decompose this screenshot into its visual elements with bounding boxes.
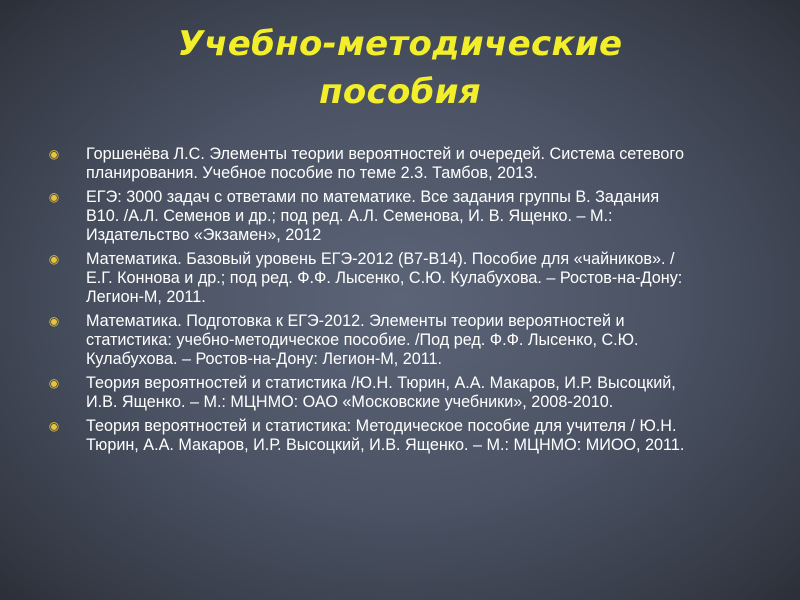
circled-dot-icon: ◉ bbox=[48, 252, 60, 266]
list-item bbox=[46, 250, 696, 307]
circled-dot-icon: ◉ bbox=[48, 376, 60, 390]
list-item-text: Теория вероятностей и статистика /Ю.Н. Тюрин, А.А. Макаров, И.Р. Высоцкий, И.В. Ященко. – М.: МЦНМО: ОАО «Московские учебники», 2008-2010. bbox=[86, 374, 676, 411]
circled-dot-icon: ◉ bbox=[48, 419, 60, 433]
list-item bbox=[46, 188, 696, 245]
list-item-text: Горшенёва Л.С. Элементы теории вероятностей и очередей. Система сетевого планирования. Учебное пособие по теме 2.3. Тамбов, 2013. bbox=[86, 145, 684, 182]
list-item-text: Теория вероятностей и статистика: Методическое пособие для учителя / Ю.Н. Тюрин, А.А. Макаров, И.Р. Высоцкий, И.В. Ященко. – М.: МЦНМО: МИОО, 2011. bbox=[86, 417, 685, 454]
circled-dot-icon: ◉ bbox=[48, 190, 60, 204]
reference-list bbox=[46, 145, 696, 460]
list-item-text: ЕГЭ: 3000 задач с ответами по математике. Все задания группы В. Задания В10. /А.Л. Семенов и др.; под ред. А.Л. Семенова, И. В. Ященко. – М.: Издательство «Экзамен», 2012 bbox=[86, 188, 660, 244]
list-item bbox=[46, 312, 696, 369]
slide-title bbox=[60, 20, 740, 116]
list-item bbox=[46, 417, 696, 455]
circled-dot-icon: ◉ bbox=[48, 314, 60, 328]
list-item-text: Математика. Базовый уровень ЕГЭ-2012 (В7-В14). Пособие для «чайников». / Е.Г. Коннова и др.; под ред. Ф.Ф. Лысенко, С.Ю. Кулабухова. – Ростов-на-Дону: Легион-М, 2011. bbox=[86, 250, 683, 306]
list-item-text: Математика. Подготовка к ЕГЭ-2012. Элементы теории вероятностей и статистика: учебно-методическое пособие. /Под ред. Ф.Ф. Лысенко, С.Ю. Кулабухова. – Ростов-на-Дону: Легион-М, 2011. bbox=[86, 312, 639, 368]
slide-title-line-1: Учебно-методические bbox=[177, 24, 623, 64]
circled-dot-icon: ◉ bbox=[48, 147, 60, 161]
list-item bbox=[46, 374, 696, 412]
list-item bbox=[46, 145, 696, 183]
slide-title-line-2: пособия bbox=[319, 72, 481, 112]
